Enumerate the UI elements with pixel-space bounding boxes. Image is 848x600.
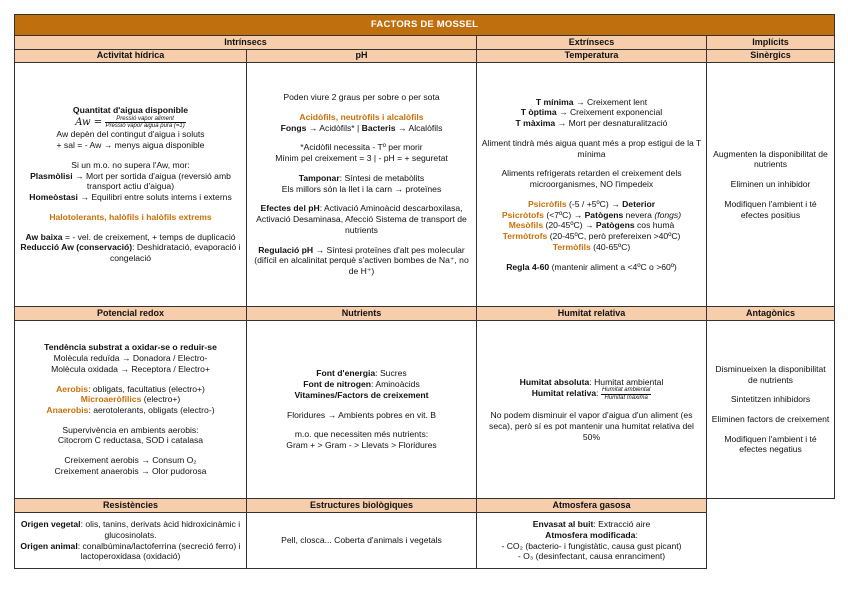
ph-regulacio: Regulació pH → Síntesi proteïnes d'alt pes molecular (difícil en alcalinitat perquè s'activen bombes de Na⁺, no de H⁺) — [254, 244, 469, 277]
sinergics-item: Modifiquen l'ambient i té efectes positius — [724, 198, 817, 220]
temp-termofils: Termòfils (40-65ºC) — [552, 241, 631, 252]
sinergics-item: Eliminen un inhibidor — [730, 179, 811, 190]
ph-text: Poden viure 2 graus per sobre o per sota — [283, 92, 440, 103]
temp-psicrofils: Psicròfils (-5 / +5ºC) → Deterior — [527, 198, 656, 209]
cell-activitat-hidrica — [15, 63, 247, 307]
header-resistencies: Resistències — [15, 499, 247, 513]
atm-modificada: Atmosfera modificada: — [545, 529, 638, 540]
temp-psicrotofs: Psicròtofs (<7ºC) → Patògens nevera (fongs) — [501, 209, 682, 220]
temp-termotrofs: Termòtrofs (20-45ºC, però prefereixen >40ºC) — [502, 231, 681, 242]
cell-nutrients — [247, 321, 477, 499]
humitat-relativa: Humitat relativa: $\frac{\text{Humitat ambiental}}{\text{Humitat màxima}}$ — [531, 387, 651, 401]
aw-title: Quantitat d'aigua disponible — [72, 105, 189, 116]
header-activitat-hidrica: Activitat hídrica — [15, 50, 247, 63]
aw-halotolerants: Halotolerants, halòfils i halòfils extrems — [49, 211, 212, 222]
aw-plasmolisi: Plasmòlisi → Mort per sortida d'aigua (reversió amb transport actiu d'aigua) — [30, 170, 231, 192]
antagonics-item: Eliminen factors de creixement — [711, 414, 830, 424]
header-potencial-redox: Potencial redox — [15, 307, 247, 321]
cell-potencial-redox — [15, 321, 247, 499]
redox-text: Creixement anaerobis → Olor pudorosa — [54, 465, 207, 476]
page-title: FACTORS DE MOSSEL — [15, 15, 835, 36]
aw-baixa: Aw baixa = - vel. de creixement, + temps de duplicació — [25, 231, 236, 242]
nutrients-nitrogen: Font de nitrogen: Aminoàcids — [303, 379, 420, 390]
redox-anaerobis: Anaerobis: aerotolerants, obligats (electro-) — [46, 405, 215, 415]
factors-sheet — [14, 14, 834, 584]
temp-regla: Regla 4-60 (mantenir aliment a <4ºC o >60º) — [506, 261, 677, 272]
header-temperatura: Temperatura — [477, 50, 707, 63]
temp-text: Aliments refrigerats retarden el creixement dels microorganismes, NO l'impedeix — [501, 168, 682, 190]
aw-fraction: $\frac{\text{Pressió vapor aliment}}{\text{Pressió vapor aigua pura (=1)}}$ — [105, 115, 185, 130]
cell-atmosfera-gasosa — [477, 513, 707, 569]
header-nutrients: Nutrients — [247, 307, 477, 321]
redox-text: Citocrom C reductasa, SOD i catalasa — [57, 435, 204, 446]
group-extrinsecs: Extrínsecs — [477, 36, 707, 50]
header-antagonics: Antagònics — [707, 307, 835, 321]
aw-reduccio: Reducció Aw (conservació): Deshidratació, evaporació i congelació — [20, 242, 241, 264]
header-ph: pH — [247, 50, 477, 63]
resist-animal: Origen animal: conalbúmina/lactoferrina (secreció ferro) i lactoperoxidasa (oxidació) — [20, 540, 241, 562]
ph-text: Els millors són la llet i la carn → proteïnes — [281, 183, 442, 194]
antagonics-item: Disminueixen la disponibilitat de nutrients — [715, 363, 826, 385]
atm-o3: - O₃ (desinfectant, causa enranciment) — [517, 551, 666, 562]
redox-text: Molècula oxidada → Receptora / Electro+ — [51, 363, 210, 374]
redox-aerobis: Aerobis: obligats, facultatius (electro+) — [56, 383, 205, 394]
estruct-text: Pell, closca... Coberta d'animals i vegetals — [281, 535, 442, 546]
ph-text: Mínim pel creixement = 3 | - pH = + seguretat — [275, 153, 448, 164]
atm-buit: Envasat al buit: Extracció aire — [532, 519, 651, 530]
header-estructures-biologiques: Estructures biològiques — [247, 499, 477, 513]
nutrients-vitamines: Vitamines/Factors de creixement — [294, 389, 429, 400]
nutrients-text: Gram + > Gram - > Llevats > Floridures — [286, 439, 437, 450]
ph-fongs-bacteris: Fongs → Acidòfils* | Bacteris → Alcalòfils — [280, 122, 443, 133]
ph-types: Acidòfils, neutròfils i alcalòfils — [299, 111, 424, 122]
cell-resistencies — [15, 513, 247, 569]
resist-vegetal: Origen vegetal: olis, tanins, derivats àcid hidroxicinàmic i glucosinolats. — [20, 519, 241, 540]
group-intrinsecs: Intrínsecs — [15, 36, 477, 50]
aw-text: Si un m.o. no supera l'Aw, mor: — [71, 159, 190, 170]
redox-text: Molècula reduïda → Donadora / Electro- — [53, 353, 208, 364]
humitat-text: No podem disminuir el vapor d'aigua d'un aliment (es seca), però sí es pot mantenir una humitat relativa del 50% — [489, 410, 694, 442]
cell-antagonics — [707, 321, 835, 499]
header-sinergics: Sinèrgics — [707, 50, 835, 63]
cell-temperatura — [477, 63, 707, 307]
redox-title: Tendència substrat a oxidar-se o reduir-se — [44, 342, 217, 353]
aw-homeostasi: Homeòstasi → Equilibri entre soluts interns i externs — [29, 192, 232, 203]
atm-co2: - CO₂ (bacterio- i fungistàtic, causa gust picant) — [501, 540, 682, 551]
ph-efectes: Efectes del pH: Activació Aminoàcid descarboxilasa, Activació Desaminasa, Afecció Sistema de transport de nutrients — [256, 203, 467, 235]
header-atmosfera-gasosa: Atmosfera gasosa — [477, 499, 707, 513]
temp-maxima: T màxima → Mort per desnaturalització — [515, 118, 668, 129]
nutrients-text: m.o. que necessiten més nutrients: — [294, 429, 429, 440]
header-humitat-relativa: Humitat relativa — [477, 307, 707, 321]
cell-ph — [247, 63, 477, 307]
temp-minima: T mínima → Creixement lent — [535, 96, 648, 107]
temp-mesofils: Mesòfils (20-45ºC) → Patògens cos humà — [508, 220, 675, 231]
aw-text: Aw depèn del contingut d'aigua i soluts — [56, 129, 205, 140]
antagonics-item: Sintetitzen inhibidors — [730, 394, 811, 405]
redox-microaerofilics: Microaeròfilics (electro+) — [80, 394, 181, 405]
redox-text: Creixement aerobis → Consum O₂ — [64, 455, 197, 466]
cell-humitat-relativa — [477, 321, 707, 499]
nutrients-text: Floridures → Ambients pobres en vit. B — [286, 409, 437, 420]
factors-table — [14, 14, 835, 569]
aw-text: + sal = - Aw → menys aigua disponible — [56, 140, 205, 151]
humitat-absoluta: Humitat absoluta: Humitat ambiental — [519, 376, 664, 387]
humitat-fraction: $\frac{\text{Humitat ambiental}}{\text{Humitat màxima}}$ — [601, 387, 651, 401]
temp-optima: T òptima → Creixement exponencial — [520, 107, 663, 118]
aw-equation: Aw = $\frac{\text{Pressió vapor aliment}}{\text{Pressió vapor aigua pura (=1)}}$ — [75, 115, 185, 130]
ph-tamponar: Tamponar: Síntesi de metabòlits — [298, 172, 425, 183]
redox-text: Supervivència en ambients aerobis: — [62, 424, 199, 435]
temp-text: Aliment tindrà més aigua quant més a prop estigui de la T mínima — [481, 137, 702, 159]
cell-estructures-biologiques — [247, 513, 477, 569]
ph-text: *Acidòfil necessita - Tº per morir — [300, 142, 423, 153]
group-implicits: Implícits — [707, 36, 835, 50]
cell-sinergics — [707, 63, 835, 307]
antagonics-item: Modifiquen l'ambient i té efectes negatius — [724, 433, 817, 455]
sinergics-item: Augmenten la disponibilitat de nutrients — [713, 148, 828, 170]
nutrients-energia: Font d'energia: Sucres — [316, 368, 407, 379]
